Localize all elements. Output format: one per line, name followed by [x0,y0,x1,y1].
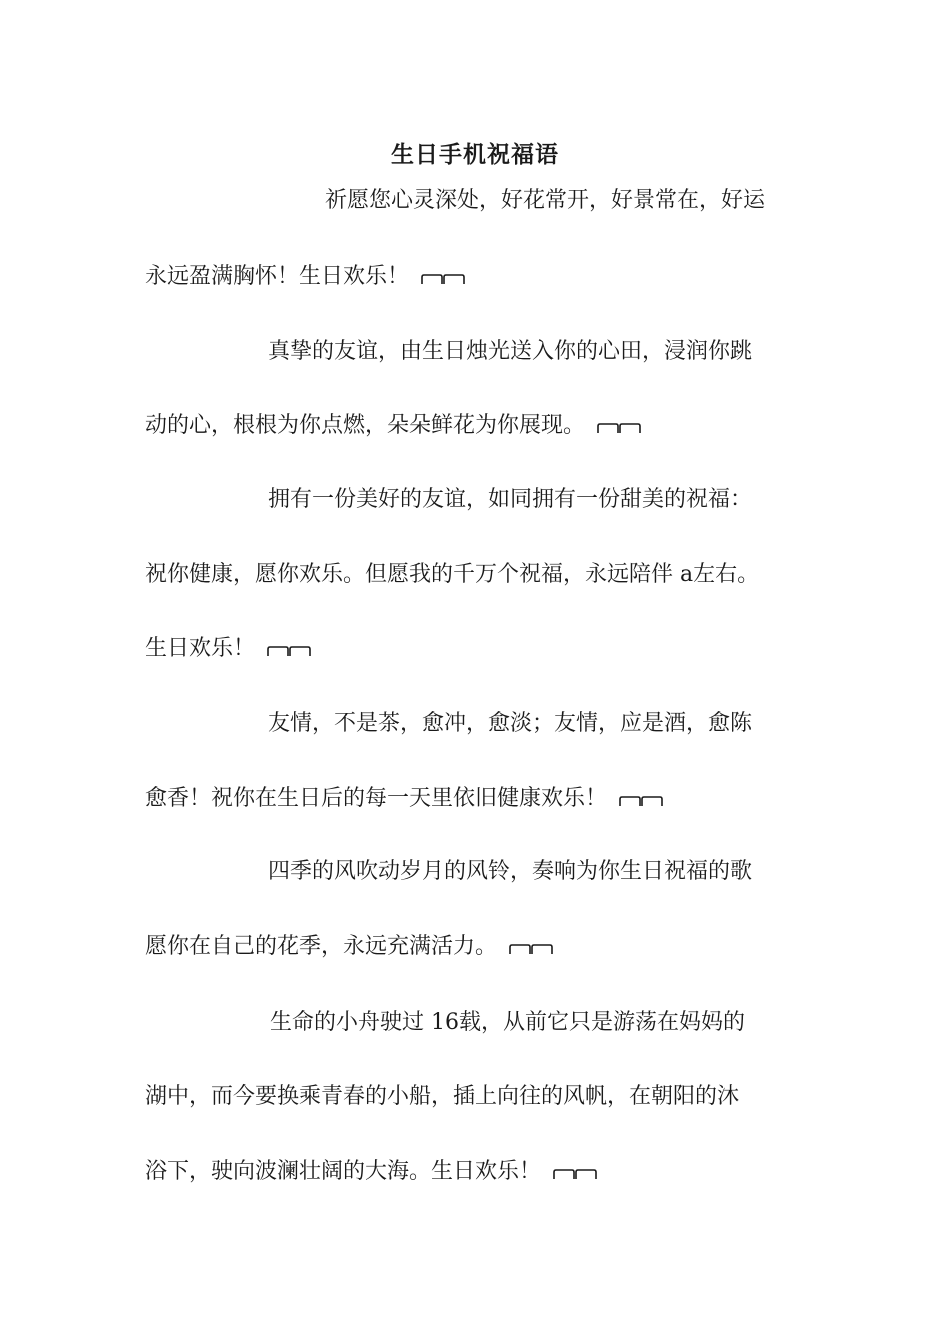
text-line [145,411,641,441]
text-line-content: 愈香！祝你在生日后的每一天里依旧健康欢乐！ [145,786,608,811]
text-line [145,262,465,292]
text-line-content: 拥有一份美好的友谊，如同拥有一份甜美的祝福： [268,487,753,512]
text-line [270,1008,745,1038]
text-line [145,1157,597,1187]
text-line-content: 生命的小舟驶过 16载，从前它只是游荡在妈妈的 [270,1010,745,1035]
text-line-content: 真挚的友谊，由生日烛光送入你的心田，浸润你跳 [268,339,753,364]
text-line-content: 四季的风吹动岁月的风铃，奏响为你生日祝福的歌 [268,859,753,884]
text-line [268,337,752,367]
paragraph-end-mark-icon [619,795,663,807]
text-line [145,784,663,814]
text-line [145,634,311,664]
text-line [145,560,759,590]
text-line [268,857,752,887]
paragraph-end-mark-icon [421,273,465,285]
text-line [268,485,752,515]
text-line-content: 祝你健康，愿你欢乐。但愿我的千万个祝福，永远陪伴 a左右。 [145,562,760,587]
paragraph-end-mark-icon [267,645,311,657]
text-line-content: 愿你在自己的花季，永远充满活力。 [145,934,498,959]
paragraph-end-mark-icon [553,1168,597,1180]
text-line [325,186,765,216]
page-title: 生日手机祝福语 [391,141,559,168]
text-line-content: 生日欢乐！ [145,636,256,661]
text-line-content: 湖中，而今要换乘青春的小船，插上向往的风帆，在朝阳的沐 [145,1084,740,1109]
text-line-content: 浴下，驶向波澜壮阔的大海。生日欢乐！ [145,1159,542,1184]
text-line-content: 祈愿您心灵深处，好花常开，好景常在，好运 [325,188,766,213]
text-line-content: 永远盈满胸怀！生日欢乐！ [145,264,410,289]
text-line [268,709,752,739]
paragraph-end-mark-icon [597,422,641,434]
text-line [145,932,553,962]
text-line-content: 动的心，根根为你点燃，朵朵鲜花为你展现。 [145,413,586,438]
paragraph-end-mark-icon [509,943,553,955]
text-line-content: 友情，不是茶，愈冲，愈淡；友情，应是酒，愈陈 [268,711,753,736]
text-line [145,1082,739,1112]
